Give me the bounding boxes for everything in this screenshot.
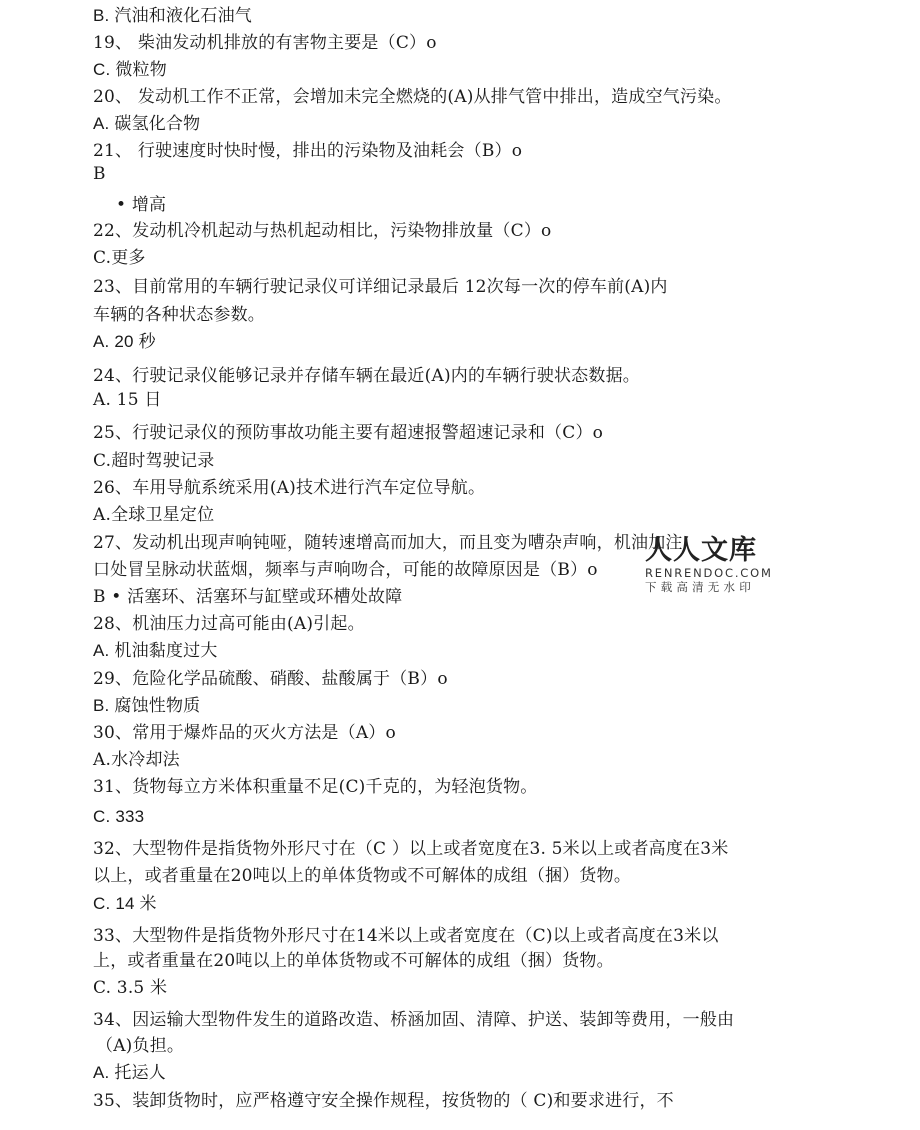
answer-30: A.水冷却法 — [93, 750, 180, 770]
answer-21-letter: B — [93, 164, 106, 184]
answer-26: A.全球卫星定位 — [93, 505, 215, 525]
answer-21-text: • 增高 — [116, 195, 167, 215]
question-34-cont: （A)负担。 — [96, 1036, 185, 1056]
answer-34: A. 托运人 — [93, 1063, 166, 1082]
question-35: 35、装卸货物时，应严格遵守安全操作规程，按货物的（ C)和要求进行，不 — [93, 1091, 674, 1111]
watermark-domain: RENRENDOC.COM — [645, 566, 773, 580]
answer-20: A. 碳氢化合物 — [93, 114, 201, 133]
answer-27: B • 活塞环、活塞环与缸壁或环槽处故障 — [93, 587, 403, 607]
question-26: 26、车用导航系统采用(A)技术进行汽车定位导航。 — [93, 478, 486, 498]
question-31: 31、货物每立方米体积重量不足(C)千克的，为轻泡货物。 — [93, 777, 538, 797]
question-27: 27、发动机出现声响钝哑，随转速增高而加大，而且变为嘈杂声响，机油加注 — [93, 533, 683, 553]
question-32: 32、大型物件是指货物外形尺寸在（C ）以上或者宽度在3. 5米以上或者高度在3米 — [93, 839, 729, 859]
watermark-logo — [645, 536, 785, 594]
question-22: 22、发动机冷机起动与热机起动相比，污染物排放量（C）o — [93, 221, 552, 241]
answer-28: A. 机油黏度过大 — [93, 641, 218, 660]
question-25: 25、行驶记录仪的预防事故功能主要有超速报警超速记录和（C）o — [93, 423, 604, 443]
question-24: 24、行驶记录仪能够记录并存储车辆在最近(A)内的车辆行驶状态数据。 — [93, 366, 640, 386]
watermark-title: 人人文库 — [645, 535, 757, 566]
answer-29: B. 腐蚀性物质 — [93, 696, 201, 715]
question-20: 20、 发动机工作不正常，会增加未完全燃烧的(A)从排气管中排出，造成空气污染。 — [93, 87, 732, 107]
answer-22: C.更多 — [93, 248, 146, 268]
watermark-subtitle: 下载高清无水印 — [645, 580, 755, 594]
answer-24: A. 15 日 — [93, 390, 162, 410]
question-30: 30、常用于爆炸品的灭火方法是（A）o — [93, 723, 396, 743]
answer-33: C. 3.5 米 — [93, 978, 168, 998]
answer-23: A. 20 秒 — [93, 332, 156, 351]
question-34: 34、因运输大型物件发生的道路改造、桥涵加固、清障、护送、装卸等费用，一般由 — [93, 1010, 735, 1030]
question-23: 23、目前常用的车辆行驶记录仪可详细记录最后 12次每一次的停车前(A)内 — [93, 277, 668, 297]
question-33-cont: 上，或者重量在20吨以上的单体货物或不可解体的成组（捆）货物。 — [93, 951, 614, 971]
question-23-cont: 车辆的各种状态参数。 — [93, 305, 265, 325]
answer-31: C. 333 — [93, 807, 145, 826]
answer-25: C.超时驾驶记录 — [93, 451, 215, 471]
text-line: B. 汽油和液化石油气 — [93, 6, 252, 25]
question-33: 33、大型物件是指货物外形尺寸在14米以上或者宽度在（C)以上或者高度在3米以 — [93, 926, 719, 946]
answer-19: C. 微粒物 — [93, 60, 167, 79]
question-32-cont: 以上，或者重量在20吨以上的单体货物或不可解体的成组（捆）货物。 — [93, 866, 632, 886]
question-29: 29、危险化学品硫酸、硝酸、盐酸属于（B）o — [93, 669, 448, 689]
question-21: 21、 行驶速度时快时慢，排出的污染物及油耗会（B）o — [93, 141, 523, 161]
question-27-cont: 口处冒呈脉动状蓝烟，频率与声响吻合，可能的故障原因是（B）o — [93, 560, 598, 580]
question-19: 19、 柴油发动机排放的有害物主要是（C）o — [93, 33, 437, 53]
answer-32: C. 14 米 — [93, 894, 157, 913]
question-28: 28、机油压力过高可能由(A)引起。 — [93, 614, 365, 634]
